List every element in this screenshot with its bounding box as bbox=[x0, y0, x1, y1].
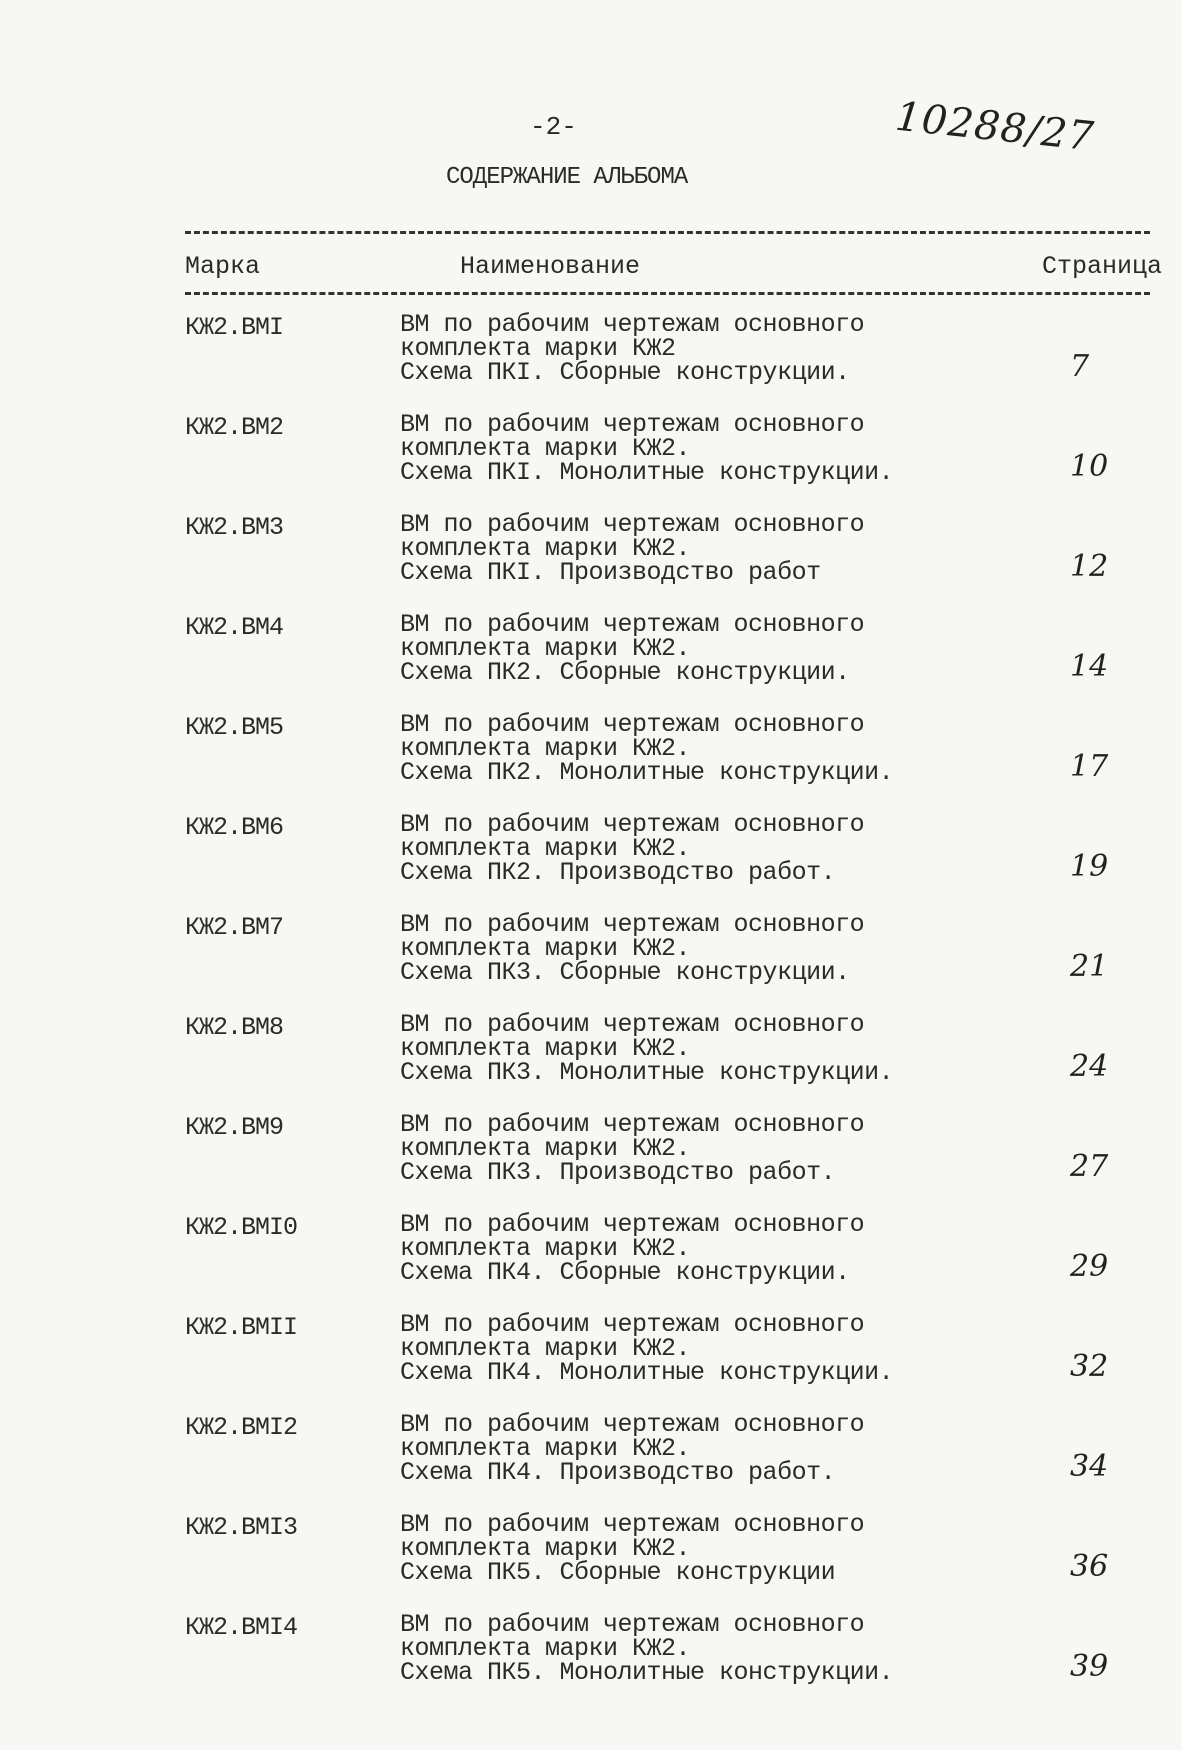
row-description bbox=[400, 1110, 865, 1187]
row-page: 14 bbox=[1070, 649, 1109, 684]
row-description bbox=[400, 410, 894, 487]
row-line-3: Схема ПК4. Монолитные конструкции. bbox=[400, 1358, 894, 1387]
row-page: 24 bbox=[1070, 1049, 1109, 1084]
row-page: 34 bbox=[1070, 1449, 1109, 1484]
row-line-1: ВМ по рабочим чертежам основного bbox=[400, 1410, 865, 1439]
row-line-1: ВМ по рабочим чертежам основного bbox=[400, 1110, 865, 1139]
row-mark: КЖ2.ВМ3 bbox=[185, 513, 284, 542]
row-line-1: ВМ по рабочим чертежам основного bbox=[400, 510, 865, 539]
table-row bbox=[0, 810, 1182, 913]
row-line-2: комплекта марки КЖ2. bbox=[400, 534, 691, 563]
table-row bbox=[0, 1510, 1182, 1613]
row-line-2: комплекта марки КЖ2. bbox=[400, 1334, 691, 1363]
row-line-3: Схема ПКI. Сборные конструкции. bbox=[400, 358, 850, 387]
table-row bbox=[0, 610, 1182, 713]
table-row bbox=[0, 910, 1182, 1013]
row-description bbox=[400, 1510, 865, 1587]
column-header-page: Страница bbox=[1042, 252, 1163, 281]
dashed-rule-top bbox=[185, 231, 1150, 234]
row-line-1: ВМ по рабочим чертежам основного bbox=[400, 1010, 865, 1039]
row-line-1: ВМ по рабочим чертежам основного bbox=[400, 710, 865, 739]
row-line-1: ВМ по рабочим чертежам основного bbox=[400, 810, 865, 839]
row-mark: КЖ2.ВМII bbox=[185, 1313, 298, 1342]
dashed-rule-header bbox=[185, 292, 1150, 295]
row-line-3: Схема ПК4. Сборные конструкции. bbox=[400, 1258, 850, 1287]
row-mark: КЖ2.ВМI3 bbox=[185, 1513, 298, 1542]
row-page: 27 bbox=[1070, 1149, 1109, 1184]
table-row bbox=[0, 1010, 1182, 1113]
table-row bbox=[0, 1410, 1182, 1513]
row-line-2: комплекта марки КЖ2. bbox=[400, 834, 691, 863]
row-mark: КЖ2.ВМI0 bbox=[185, 1213, 298, 1242]
document-title: СОДЕРЖАНИЕ АЛЬБОМА bbox=[446, 164, 688, 191]
row-line-2: комплекта марки КЖ2. bbox=[400, 1434, 691, 1463]
row-line-3: Схема ПК2. Сборные конструкции. bbox=[400, 658, 850, 687]
row-description bbox=[400, 510, 865, 587]
row-line-3: Схема ПКI. Монолитные конструкции. bbox=[400, 458, 894, 487]
row-line-2: комплекта марки КЖ2. bbox=[400, 1234, 691, 1263]
row-line-2: комплекта марки КЖ2. bbox=[400, 1534, 691, 1563]
column-header-name: Наименование bbox=[460, 252, 641, 281]
row-page: 17 bbox=[1070, 749, 1109, 784]
row-page: 7 bbox=[1070, 349, 1090, 384]
row-page: 32 bbox=[1070, 1349, 1109, 1384]
row-mark: КЖ2.ВМI2 bbox=[185, 1413, 298, 1442]
row-description bbox=[400, 610, 865, 687]
row-line-1: ВМ по рабочим чертежам основного bbox=[400, 910, 865, 939]
row-page: 39 bbox=[1070, 1649, 1109, 1684]
row-line-1: ВМ по рабочим чертежам основного bbox=[400, 1310, 865, 1339]
row-line-1: ВМ по рабочим чертежам основного bbox=[400, 610, 865, 639]
row-description bbox=[400, 1310, 894, 1387]
row-mark: КЖ2.ВМ2 bbox=[185, 413, 284, 442]
row-line-1: ВМ по рабочим чертежам основного bbox=[400, 310, 865, 339]
row-mark: КЖ2.ВМI bbox=[185, 313, 284, 342]
row-line-3: Схема ПК2. Производство работ. bbox=[400, 858, 836, 887]
row-description bbox=[400, 910, 865, 987]
row-line-3: Схема ПКI. Производство работ bbox=[400, 558, 821, 587]
row-line-1: ВМ по рабочим чертежам основного bbox=[400, 1210, 865, 1239]
row-page: 19 bbox=[1070, 849, 1109, 884]
row-mark: КЖ2.ВМ7 bbox=[185, 913, 284, 942]
row-line-2: комплекта марки КЖ2. bbox=[400, 434, 691, 463]
table-row bbox=[0, 310, 1182, 413]
row-description bbox=[400, 1010, 894, 1087]
table-row bbox=[0, 710, 1182, 813]
row-line-3: Схема ПК4. Производство работ. bbox=[400, 1458, 836, 1487]
row-page: 10 bbox=[1070, 449, 1109, 484]
handwritten-reference: 10288/27 bbox=[893, 93, 1097, 161]
row-page: 36 bbox=[1070, 1549, 1109, 1584]
row-mark: КЖ2.ВМ5 bbox=[185, 713, 284, 742]
table-row bbox=[0, 1310, 1182, 1413]
row-line-3: Схема ПК2. Монолитные конструкции. bbox=[400, 758, 894, 787]
row-description bbox=[400, 810, 865, 887]
row-line-3: Схема ПК3. Монолитные конструкции. bbox=[400, 1058, 894, 1087]
row-line-1: ВМ по рабочим чертежам основного bbox=[400, 410, 865, 439]
row-line-1: ВМ по рабочим чертежам основного bbox=[400, 1610, 865, 1639]
row-description bbox=[400, 1410, 865, 1487]
row-mark: КЖ2.ВМ9 bbox=[185, 1113, 284, 1142]
row-line-2: комплекта марки КЖ2. bbox=[400, 1034, 691, 1063]
row-line-2: комплекта марки КЖ2. bbox=[400, 634, 691, 663]
row-line-2: комплекта марки КЖ2. bbox=[400, 734, 691, 763]
row-line-2: комплекта марки КЖ2. bbox=[400, 934, 691, 963]
table-row bbox=[0, 510, 1182, 613]
row-description bbox=[400, 1610, 894, 1687]
table-row bbox=[0, 1210, 1182, 1313]
row-line-2: комплекта марки КЖ2. bbox=[400, 1134, 691, 1163]
row-line-2: комплекта марки КЖ2 bbox=[400, 334, 676, 363]
row-description bbox=[400, 710, 894, 787]
row-line-1: ВМ по рабочим чертежам основного bbox=[400, 1510, 865, 1539]
row-page: 21 bbox=[1070, 949, 1109, 984]
row-page: 29 bbox=[1070, 1249, 1109, 1284]
row-mark: КЖ2.ВМ8 bbox=[185, 1013, 284, 1042]
row-description bbox=[400, 1210, 865, 1287]
row-mark: КЖ2.ВМ6 bbox=[185, 813, 284, 842]
table-row bbox=[0, 410, 1182, 513]
page-number: -2- bbox=[530, 112, 577, 142]
row-line-3: Схема ПК5. Сборные конструкции bbox=[400, 1558, 836, 1587]
row-line-3: Схема ПК3. Сборные конструкции. bbox=[400, 958, 850, 987]
row-line-3: Схема ПК3. Производство работ. bbox=[400, 1158, 836, 1187]
row-mark: КЖ2.ВМ4 bbox=[185, 613, 284, 642]
column-header-mark: Марка bbox=[185, 252, 261, 281]
row-mark: КЖ2.ВМI4 bbox=[185, 1613, 298, 1642]
table-row bbox=[0, 1610, 1182, 1713]
row-page: 12 bbox=[1070, 549, 1109, 584]
row-line-3: Схема ПК5. Монолитные конструкции. bbox=[400, 1658, 894, 1687]
row-description bbox=[400, 310, 865, 387]
row-line-2: комплекта марки КЖ2. bbox=[400, 1634, 691, 1663]
table-row bbox=[0, 1110, 1182, 1213]
